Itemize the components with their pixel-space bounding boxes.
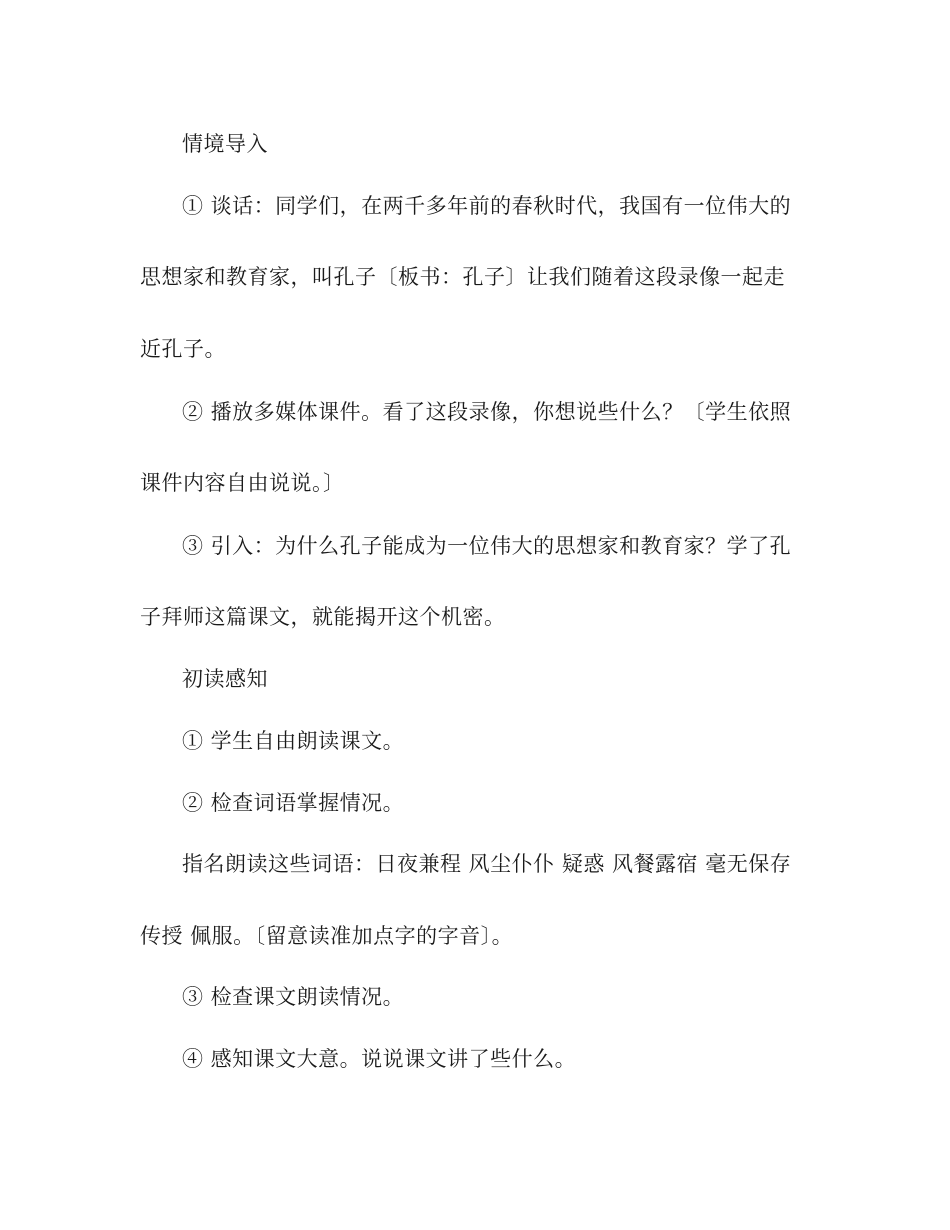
paragraph-line: 课件内容自由说说。〕 xyxy=(140,471,345,495)
section-heading-reading: 初读感知 xyxy=(182,667,268,691)
section-heading-intro: 情境导入 xyxy=(182,132,268,156)
paragraph-line: 指名朗读这些词语：日夜兼程 风尘仆仆 疑惑 风餐露宿 毫无保存 xyxy=(182,852,792,876)
paragraph-line: 传授 佩服。〔留意读准加点字的字音〕。 xyxy=(140,924,514,948)
paragraph-line: ① 谈话：同学们，在两千多年前的春秋时代，我国有一位伟大的 xyxy=(182,194,792,218)
list-item: ① 学生自由朗读课文。 xyxy=(182,729,405,753)
paragraph-line: 思想家和教育家，叫孔子〔板书：孔子〕让我们随着这段录像一起走 xyxy=(140,265,785,289)
list-item: ② 检查词语掌握情况。 xyxy=(182,791,405,815)
list-item: ④ 感知课文大意。说说课文讲了些什么。 xyxy=(182,1047,577,1071)
paragraph-line: ③ 引入：为什么孔子能成为一位伟大的思想家和教育家？学了孔 xyxy=(182,534,792,558)
paragraph-line: 子拜师这篇课文，就能揭开这个机密。 xyxy=(140,605,506,629)
paragraph-line: ② 播放多媒体课件。看了这段录像，你想说些什么？〔学生依照 xyxy=(182,400,792,424)
list-item: ③ 检查课文朗读情况。 xyxy=(182,985,405,1009)
paragraph-line: 近孔子。 xyxy=(140,337,226,361)
